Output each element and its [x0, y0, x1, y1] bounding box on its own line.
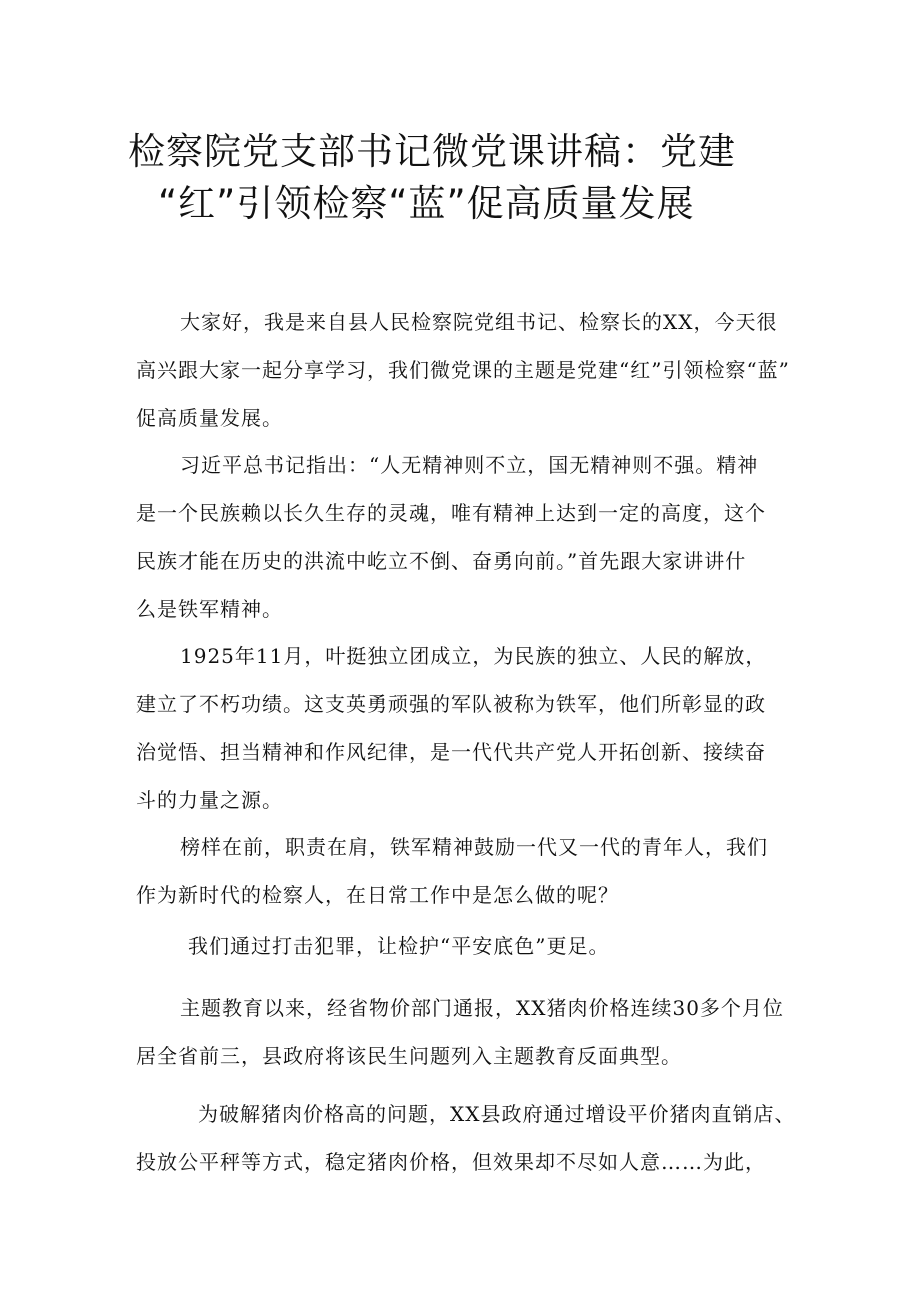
paragraph-line: 是一个民族赖以长久生存的灵魂，唯有精神上达到一定的高度，这个 — [136, 501, 766, 525]
paragraph-line: 大家好，我是来自县人民检察院党组书记、检察长的XX，今天很 — [180, 310, 778, 334]
paragraph-line: 习近平总书记指出：“人无精神则不立，国无精神则不强。精神 — [180, 453, 759, 477]
document-title — [128, 126, 798, 230]
paragraph-line: 么是铁军精神。 — [136, 597, 283, 621]
paragraph-line: 为破解猪肉价格高的问题，XX县政府通过增设平价猪肉直销店、 — [198, 1102, 796, 1126]
paragraph-3 — [136, 632, 796, 824]
paragraph-line: 作为新时代的检察人，在日常工作中是怎么做的呢？ — [136, 883, 619, 907]
paragraph-line: 治觉悟、担当精神和作风纪律，是一代代共产党人开拓创新、接续奋 — [136, 740, 766, 764]
paragraph-6 — [136, 984, 796, 1080]
paragraph-7 — [136, 1090, 796, 1186]
paragraph-line: 高兴跟大家一起分享学习，我们微党课的主题是党建“红”引领检察“蓝” — [136, 358, 790, 382]
paragraph-line: 建立了不朽功绩。这支英勇顽强的军队被称为铁军，他们所彰显的政 — [136, 692, 766, 716]
paragraph-line: 1925年11月，叶挺独立团成立，为民族的独立、人民的解放， — [180, 644, 767, 668]
paragraph-5 — [136, 922, 796, 970]
title-line-2: “红”引领检察“蓝”促高质量发展 — [158, 182, 695, 225]
paragraph-line: 投放公平秤等方式，稳定猪肉价格，但效果却不尽如人意……为此， — [136, 1150, 766, 1174]
paragraph-line: 居全省前三，县政府将该民生问题列入主题教育反面典型。 — [136, 1044, 682, 1068]
paragraph-2 — [136, 441, 796, 633]
paragraph-line: 促高质量发展。 — [136, 406, 283, 430]
paragraph-line: 主题教育以来，经省物价部门通报，XX猪肉价格连续30多个月位 — [180, 996, 784, 1020]
title-line-1: 检察院党支部书记微党课讲稿：党建 — [128, 130, 736, 173]
paragraph-line: 榜样在前，职责在肩，铁军精神鼓励一代又一代的青年人，我们 — [180, 835, 768, 859]
paragraph-1 — [136, 298, 796, 442]
paragraph-4 — [136, 823, 796, 919]
paragraph-line: 斗的力量之源。 — [136, 788, 283, 812]
paragraph-line: 民族才能在历史的洪流中屹立不倒、奋勇向前。”首先跟大家讲讲什 — [136, 549, 747, 573]
paragraph-line: 我们通过打击犯罪，让检护“平安底色”更足。 — [188, 934, 610, 958]
